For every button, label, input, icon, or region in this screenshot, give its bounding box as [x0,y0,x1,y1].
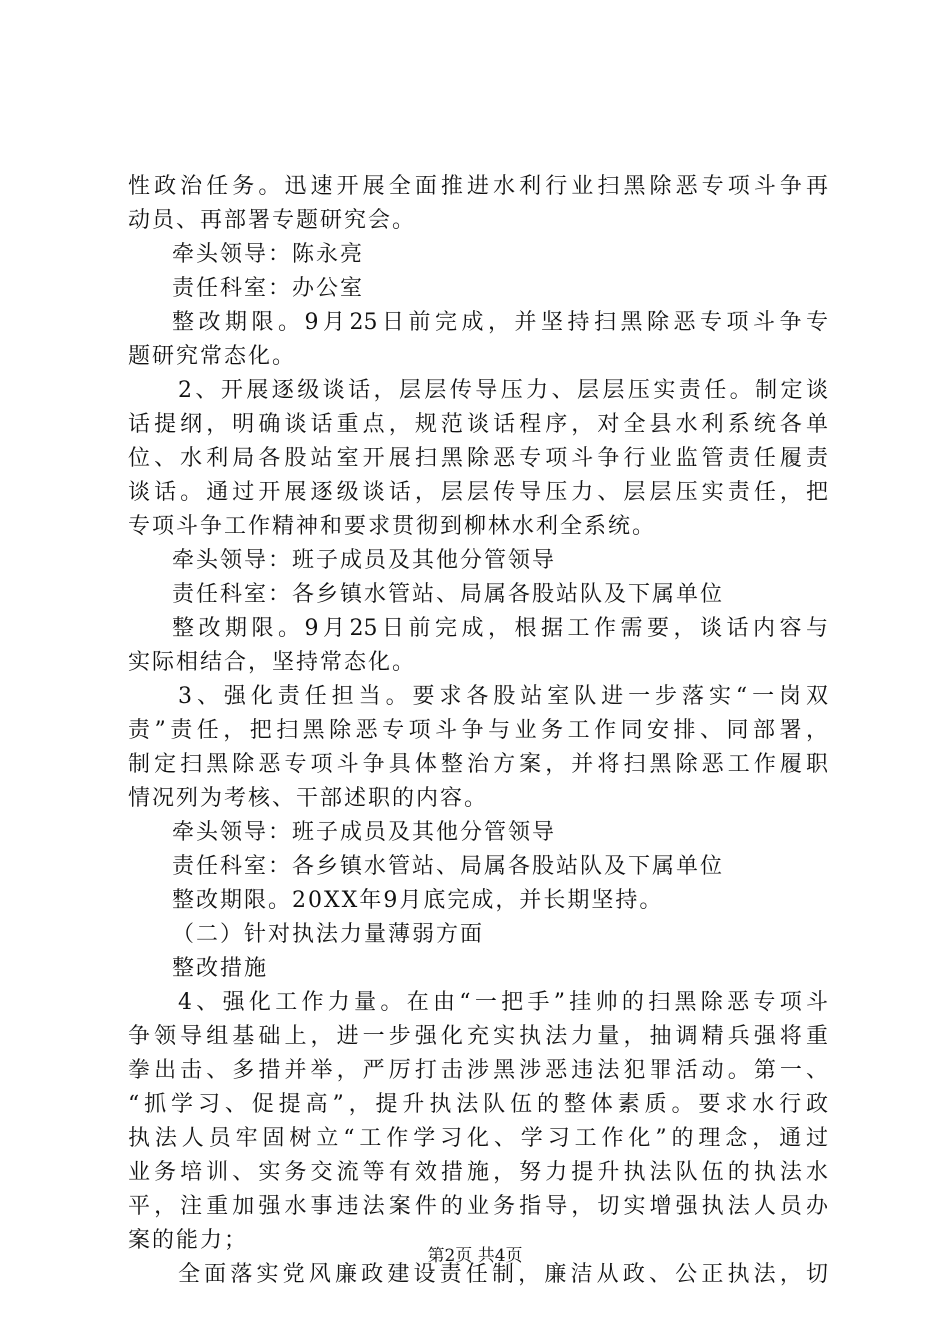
text-line: 3、强化责任担当。要求各股站室队进一步落实“一岗双 [178,684,828,709]
text-line: 牵头领导：班子成员及其他分管领导 [172,820,557,845]
section-heading: （二）针对执法力量薄弱方面 [172,922,485,947]
text-line: 责任科室：各乡镇水管站、局属各股站队及下属单位 [172,582,725,607]
text-line: 责任科室：各乡镇水管站、局属各股站队及下属单位 [172,854,725,879]
text-line: 责任科室：办公室 [172,276,365,301]
text-line: 性政治任务。迅速开展全面推进水利行业扫黑除恶专项斗争再 [128,174,828,199]
text-line: 拳出击、多措并举，严厉打击涉黑涉恶违法犯罪活动。第一、 [128,1058,828,1083]
text-line: 业务培训、实务交流等有效措施，努力提升执法队伍的执法水 [128,1160,828,1185]
text-line: 制定扫黑除恶专项斗争具体整治方案，并将扫黑除恶工作履职 [128,752,828,777]
subsection-heading: 整改措施 [172,956,269,981]
text-line: 谈话。通过开展逐级谈话，层层传导压力、层层压实责任，把 [128,480,828,505]
document-body [128,170,828,1292]
text-line: 动员、再部署专题研究会。 [128,208,417,233]
text-line: 情况列为考核、干部述职的内容。 [128,786,489,811]
text-line: 2、开展逐级谈话，层层传导压力、层层压实责任。制定谈 [178,378,828,403]
text-line: 责”责任，把扫黑除恶专项斗争与业务工作同安排、同部署， [128,718,828,743]
text-line: 全面落实党风廉政建设责任制，廉洁从政、公正执法，切 [178,1262,828,1287]
text-line: “抓学习、促提高”，提升执法队伍的整体素质。要求水行政 [128,1092,828,1117]
text-line: 平，注重加强水事违法案件的业务指导，切实增强执法人员办 [128,1194,828,1219]
text-line: 题研究常态化。 [128,344,297,369]
text-line: 牵头领导：班子成员及其他分管领导 [172,548,557,573]
text-line: 牵头领导：陈永亮 [172,242,365,267]
text-line: 整改期限。9月25日前完成，根据工作需要，谈话内容与 [172,616,828,641]
text-line: 执法人员牢固树立“工作学习化、学习工作化”的理念，通过 [128,1126,828,1151]
text-line: 争领导组基础上，进一步强化充实执法力量，抽调精兵强将重 [128,1024,828,1049]
text-line: 整改期限。9月25日前完成，并坚持扫黑除恶专项斗争专 [172,310,828,335]
page-number-footer: 第2页 共4页 [427,1246,523,1266]
text-line: 专项斗争工作精神和要求贯彻到柳林水利全系统。 [128,514,657,539]
text-line: 案的能力； [128,1228,249,1253]
text-line: 整改期限。20XX年9月底完成，并长期坚持。 [172,888,664,913]
text-line: 位、水利局各股站室开展扫黑除恶专项斗争行业监管责任履责 [128,446,828,471]
text-line: 实际相结合，坚持常态化。 [128,650,417,675]
text-line: 4、强化工作力量。在由“一把手”挂帅的扫黑除恶专项斗 [178,990,828,1015]
text-line: 话提纲，明确谈话重点，规范谈话程序，对全县水利系统各单 [128,412,828,437]
